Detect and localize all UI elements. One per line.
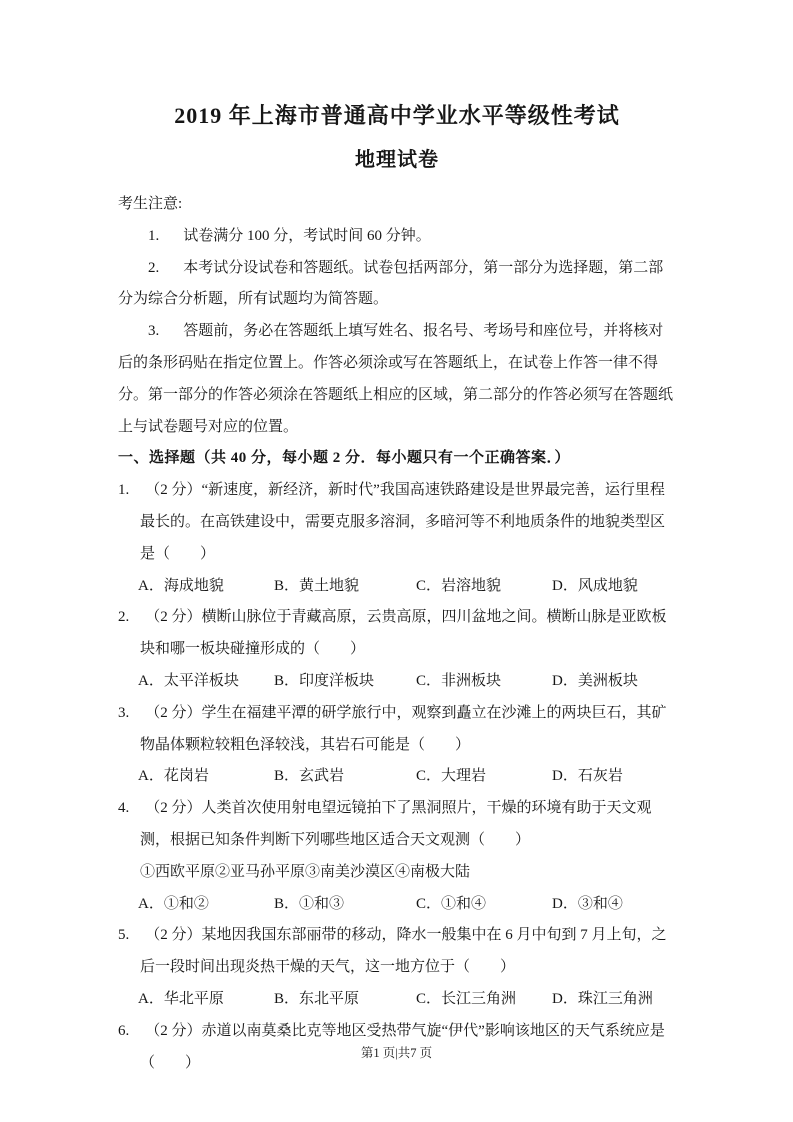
question-number: 4.: [118, 800, 130, 817]
option-c: C．长江三角洲: [416, 990, 517, 1007]
option-b: B．玄武岩: [274, 768, 345, 785]
notice-item-text: 本考试分设试卷和答题纸。试卷包括两部分，第一部分为选择题，第二部分为综合分析题，所有试题均为简答题。: [118, 259, 664, 308]
option-b: B．①和③: [274, 895, 345, 912]
option-d: D．风成地貌: [552, 577, 638, 594]
option-c: C．岩溶地貌: [416, 577, 502, 594]
notice-item-number: 3.: [148, 323, 160, 340]
question-2: [118, 602, 676, 697]
option-c: C．①和④: [416, 895, 487, 912]
notice-item-text: 试卷满分 100 分，考试时间 60 分钟。: [183, 227, 431, 244]
option-d: D．珠江三角洲: [552, 990, 653, 1007]
question-options: [118, 889, 676, 921]
question-options: [118, 571, 676, 603]
notice-item-text: 答题前，务必在答题纸上填写姓名、报名号、考场号和座位号，并将核对后的条形码贴在指定位置上。作答必须涂或写在答题纸上，在试卷上作答一律不得分。第一部分的作答必须涂在答题纸上相应的区域，第二部分的作答必须写在答题纸上与试卷题号对应的位置。: [118, 323, 674, 435]
option-c: C．大理岩: [416, 768, 487, 785]
option-d: D．③和④: [552, 895, 623, 912]
question-3: [118, 698, 676, 793]
question-text: [118, 698, 676, 762]
option-b: B．黄土地貌: [274, 577, 360, 594]
question-4: [118, 793, 676, 920]
option-b: B．印度洋板块: [274, 672, 375, 689]
question-1: [118, 475, 676, 602]
question-text: [118, 602, 676, 666]
notice-item-number: 1.: [148, 227, 160, 244]
option-a: A．花岗岩: [138, 768, 209, 785]
notice-heading: 考生注意:: [118, 196, 183, 212]
question-stem: （2 分）横断山脉位于青藏高原，云贵高原，四川盆地之间。横断山脉是亚欧板块和哪一板块碰撞形成的（ ）: [140, 609, 667, 658]
notice-item-number: 2.: [148, 259, 160, 276]
option-d: D．美洲板块: [552, 672, 638, 689]
question-number: 1.: [118, 482, 130, 499]
question-stem: （2 分）赤道以南莫桑比克等地区受热带气旋“伊代”影响该地区的天气系统应是（ ）: [140, 1022, 665, 1071]
question-stem: （2 分）某地因我国东部丽带的移动，降水一般集中在 6 月中旬到 7 月上旬，之后一段时间出现炎热干燥的天气，这一地方位于（ ）: [140, 927, 667, 976]
question-text: [118, 793, 676, 857]
option-d: D．石灰岩: [552, 768, 623, 785]
section-heading: 一、选择题（共 40 分，每小题 2 分．每小题只有一个正确答案．）: [118, 450, 571, 467]
page-subtitle: 地理试卷: [355, 149, 439, 171]
question-stem: （2 分）人类首次使用射电望远镜拍下了黑洞照片，干燥的环境有助于天文观测，根据已知条件判断下列哪些地区适合天文观测（ ）: [140, 800, 652, 848]
question-number: 3.: [118, 704, 130, 721]
question-number: 6.: [118, 1022, 130, 1039]
notice-item-1: [118, 221, 676, 253]
option-a: A．海成地貌: [138, 577, 224, 594]
question-number: 5.: [118, 927, 130, 944]
question-options: [118, 666, 676, 698]
question-text: [118, 475, 676, 570]
option-c: C．非洲板块: [416, 672, 502, 689]
question-numbered-choices: ①西欧平原②亚马孙平原③南美沙漠区④南极大陆: [140, 863, 471, 880]
option-a: A．①和②: [138, 895, 209, 912]
page-title: 2019 年上海市普通高中学业水平等级性考试: [174, 103, 620, 128]
page-footer: 第1 页|共7 页: [360, 1046, 433, 1060]
question-options: [118, 761, 676, 793]
question-stem: （2 分）学生在福建平潭的研学旅行中，观察到矗立在沙滩上的两块巨石，其矿物晶体颗粒较粗色泽较浅，其岩石可能是（ ）: [140, 704, 667, 753]
notice-item-3: [118, 316, 676, 443]
option-a: A．华北平原: [138, 990, 224, 1007]
question-number: 2.: [118, 609, 130, 626]
question-options: [118, 984, 676, 1016]
question-stem: （2 分）“新速度，新经济，新时代”我国高速铁路建设是世界最完善，运行里程最长的。在高铁建设中，需要克服多溶洞，多暗河等不利地质条件的地貌类型区是（ ）: [140, 482, 666, 562]
option-b: B．东北平原: [274, 990, 360, 1007]
question-text: [118, 920, 676, 984]
notice-item-2: [118, 253, 676, 317]
question-5: [118, 920, 676, 1015]
option-a: A．太平洋板块: [138, 672, 239, 689]
